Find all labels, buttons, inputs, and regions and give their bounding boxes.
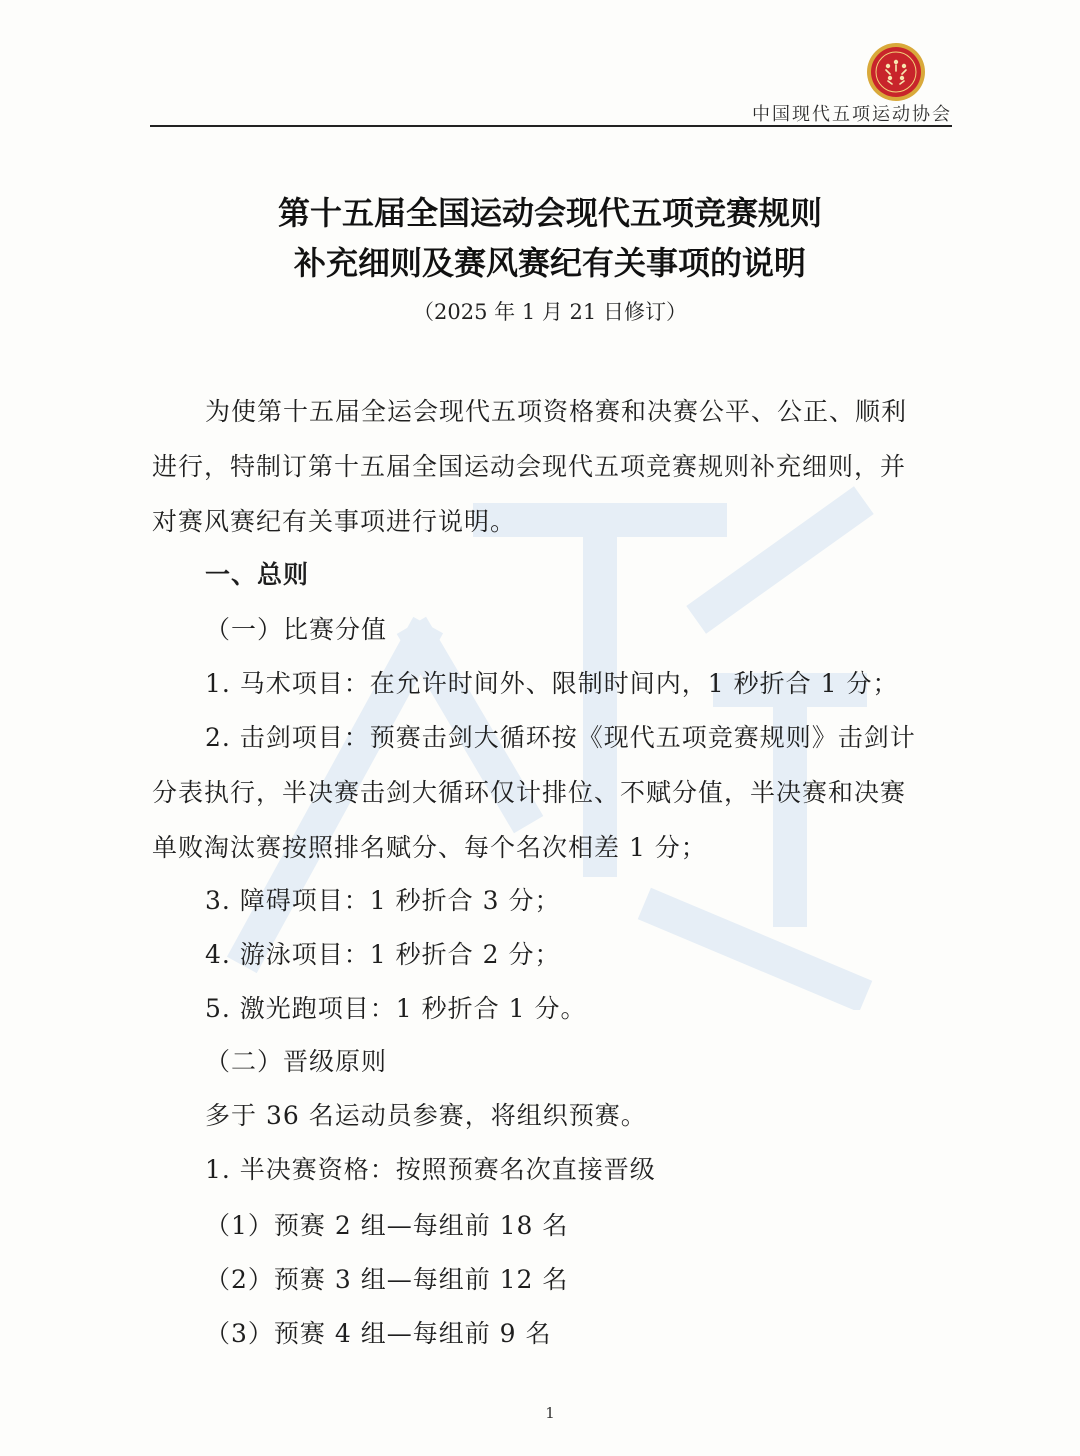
subsection-heading: （一）比赛分值 [205,615,388,644]
scoring-item: 分表执行，半决赛击剑大循环仅计排位、不赋分值，半决赛和决赛 [152,778,907,807]
association-emblem-icon [866,42,926,102]
advancement-item: 1. 半决赛资格：按照预赛名次直接晋级 [205,1155,656,1184]
document-title-line-2: 补充细则及赛风赛纪有关事项的说明 [293,244,806,282]
advancement-item: （3）预赛 4 组—每组前 9 名 [205,1319,552,1348]
scoring-item: 4. 游泳项目：1 秒折合 2 分； [205,940,561,969]
revision-date: （2025 年 1 月 21 日修订） [413,300,687,324]
watermark-icon [190,390,890,1010]
scoring-item: 单败淘汰赛按照排名赋分、每个名次相差 1 分； [152,833,707,862]
scoring-item: 3. 障碍项目：1 秒折合 3 分； [205,886,561,915]
intro-line: 进行，特制订第十五届全国运动会现代五项竞赛规则补充细则，并 [152,452,907,481]
header-organization-name: 中国现代五项运动协会 [752,104,952,125]
document-title-line-1: 第十五届全国运动会现代五项竞赛规则 [277,194,822,232]
header-divider [150,125,952,127]
section-heading: 一、总则 [205,560,310,589]
intro-line: 对赛风赛纪有关事项进行说明。 [152,507,517,536]
subsection-heading: （二）晋级原则 [205,1047,388,1076]
advancement-item: 多于 36 名运动员参赛，将组织预赛。 [205,1101,647,1130]
page-number: 1 [545,1404,555,1422]
advancement-item: （2）预赛 3 组—每组前 12 名 [205,1265,569,1294]
scoring-item: 2. 击剑项目：预赛击剑大循环按《现代五项竞赛规则》击剑计 [205,723,916,752]
advancement-item: （1）预赛 2 组—每组前 18 名 [205,1211,569,1240]
intro-line: 为使第十五届全运会现代五项资格赛和决赛公平、公正、顺利 [205,397,908,426]
scoring-item: 1. 马术项目：在允许时间外、限制时间内，1 秒折合 1 分； [205,669,899,698]
scoring-item: 5. 激光跑项目：1 秒折合 1 分。 [205,994,587,1023]
